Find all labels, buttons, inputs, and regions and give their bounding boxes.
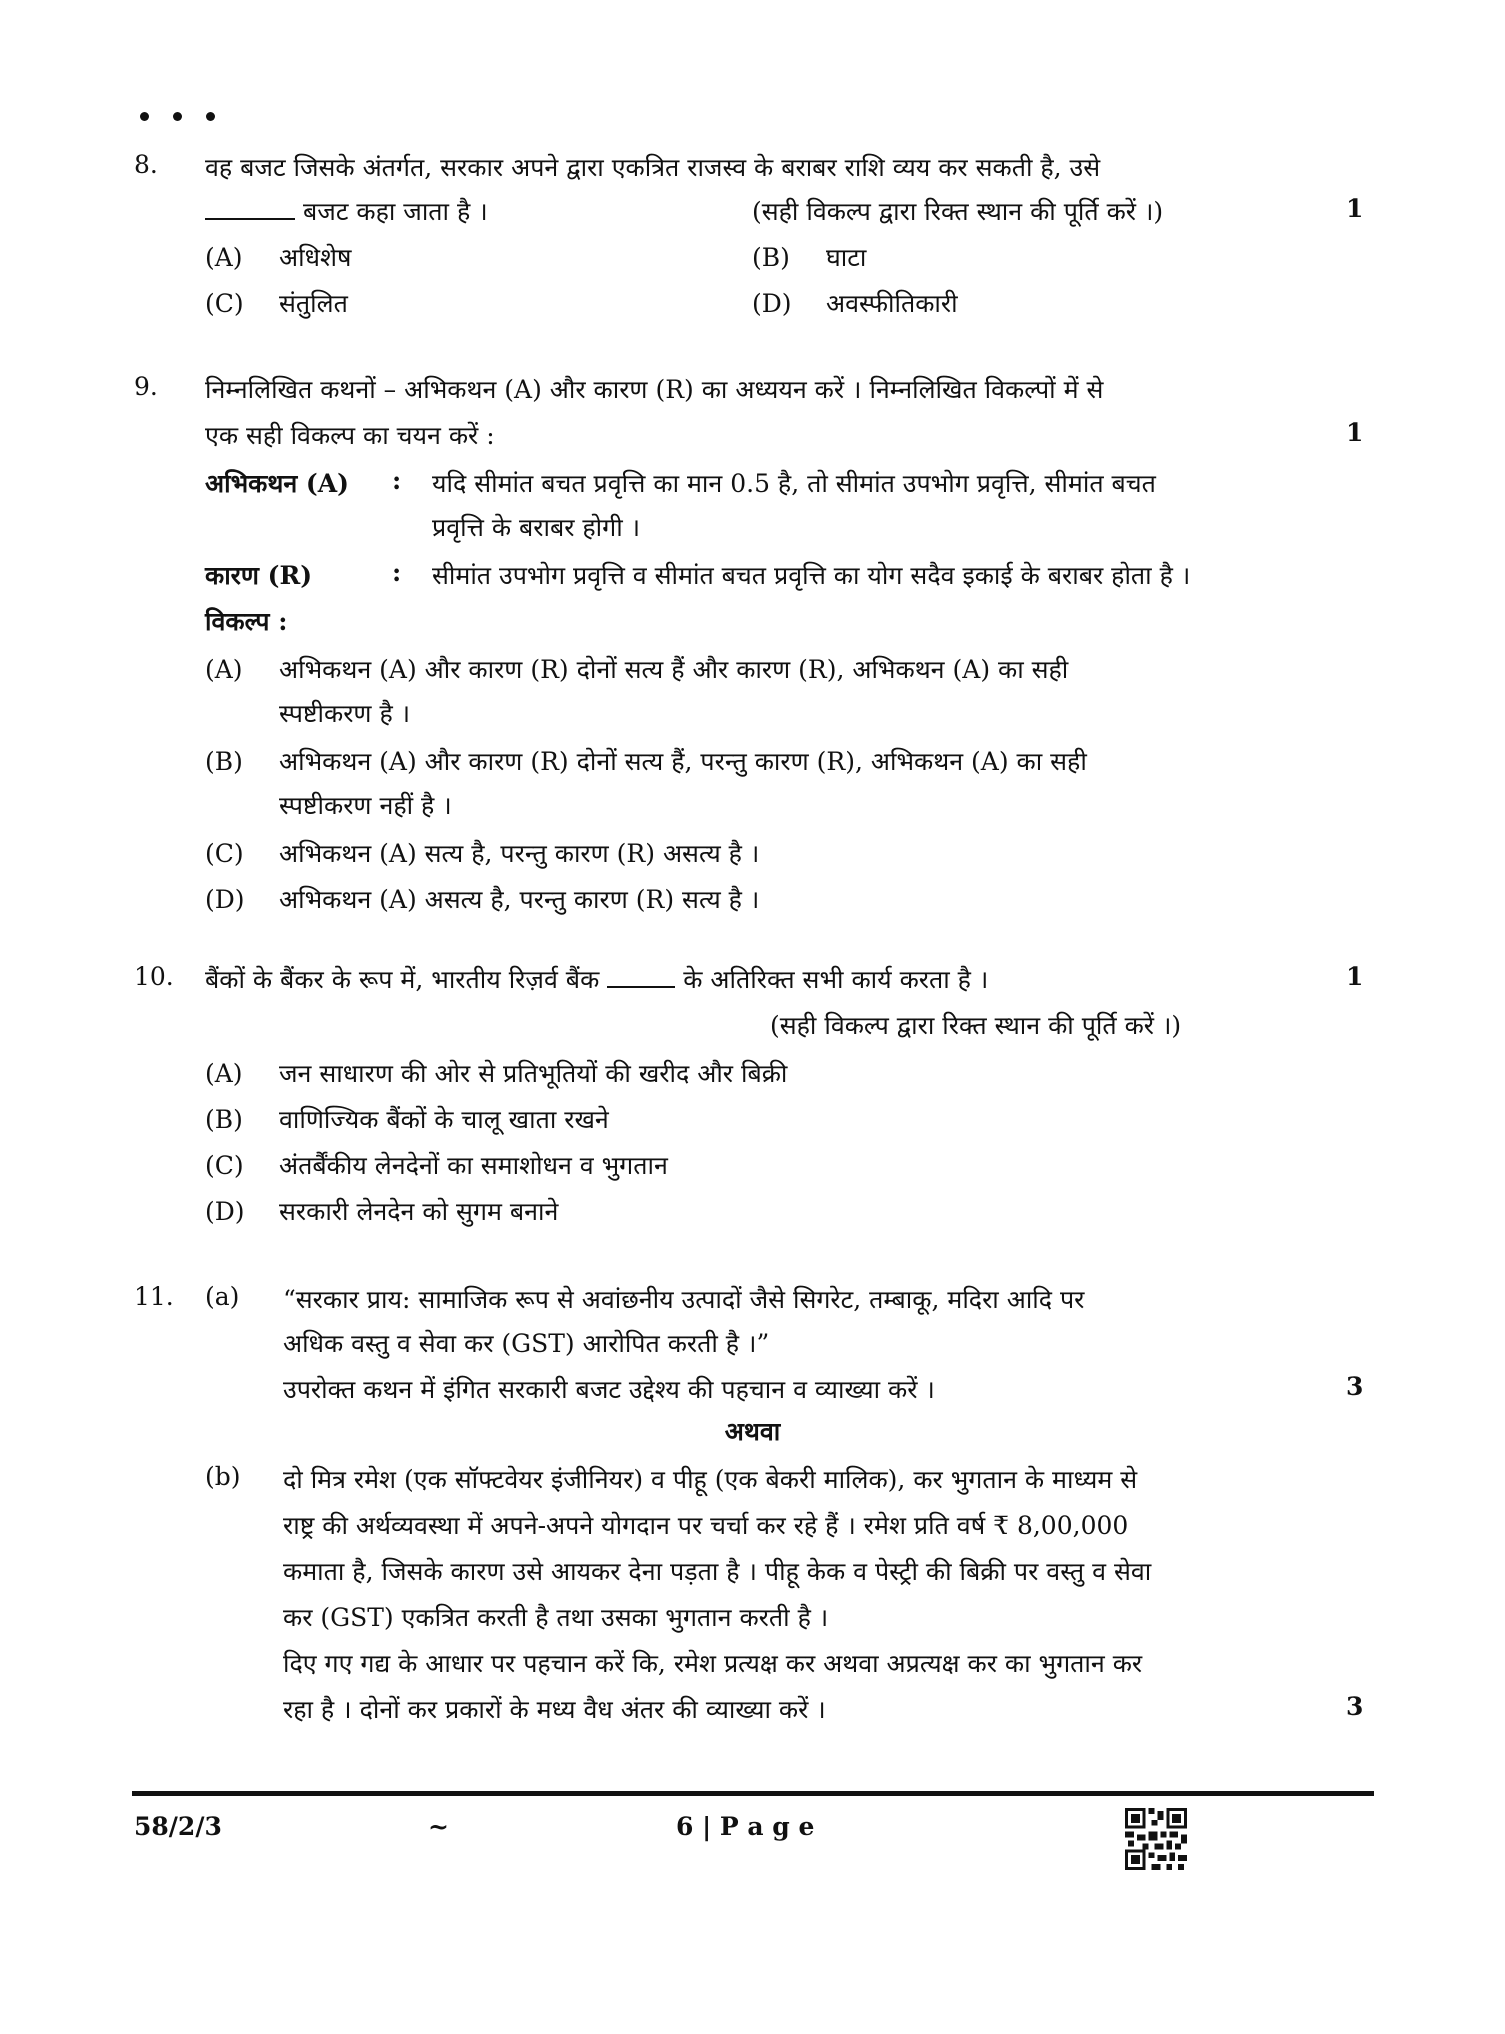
part-b-text-line4: कर (GST) एकत्रित करती है तथा उसका भुगतान करती है । xyxy=(283,1603,829,1632)
reason-text: सीमांत उपभोग प्रवृत्ति व सीमांत बचत प्रवृत्ति का योग सदैव इकाई के बराबर होता है । xyxy=(432,561,1191,590)
question-number: 10. xyxy=(134,962,174,991)
question-text-cont: बजट कहा जाता है । xyxy=(303,197,488,226)
option-c: (C) संतुलित xyxy=(205,289,348,318)
fill-blank xyxy=(205,217,295,220)
option-a-line2: स्पष्टीकरण है । xyxy=(279,699,411,728)
or-separator: अथवा xyxy=(724,1417,781,1446)
dot xyxy=(173,112,182,121)
question-text: वह बजट जिसके अंतर्गत, सरकार अपने द्वारा एकत्रित राजस्व के बराबर राशि व्यय कर सकती है, उसे xyxy=(205,153,1101,182)
question-number: 8. xyxy=(134,150,158,179)
part-b-question: दिए गए गद्य के आधार पर पहचान करें कि, रमेश प्रत्यक्ष कर अथवा अप्रत्यक्ष कर का भुगतान कर xyxy=(283,1649,1143,1678)
part-a-text: “सरकार प्राय: सामाजिक रूप से अवांछनीय उत्पादों जैसे सिगरेट, तम्बाकू, मदिरा आदि पर xyxy=(283,1285,1085,1314)
instruction: (सही विकल्प द्वारा रिक्त स्थान की पूर्ति करें ।) xyxy=(752,197,1164,226)
question-number: 9. xyxy=(134,372,158,401)
option-d: (D) अवस्फीतिकारी xyxy=(752,289,958,318)
question-text-line2 xyxy=(205,194,488,228)
header-dots xyxy=(140,112,215,121)
option-c: (C) अभिकथन (A) सत्य है, परन्तु कारण (R) असत्य है । xyxy=(205,839,760,868)
marks: 1 xyxy=(1346,194,1364,223)
dot xyxy=(140,112,149,121)
page-number: 6 | P a g e xyxy=(676,1812,815,1841)
part-a-text-line2: अधिक वस्तु व सेवा कर (GST) आरोपित करती है ।” xyxy=(283,1329,770,1358)
option-a: (A) जन साधारण की ओर से प्रतिभूतियों की खरीद और बिक्री xyxy=(205,1059,788,1088)
assertion-text-line2: प्रवृत्ति के बराबर होगी । xyxy=(432,513,641,542)
option-b: (B) अभिकथन (A) और कारण (R) दोनों सत्य हैं, परन्तु कारण (R), अभिकथन (A) का सही xyxy=(205,747,1087,776)
part-b-text: दो मित्र रमेश (एक सॉफ्टवेयर इंजीनियर) व पीहू (एक बेकरी मालिक), कर भुगतान के माध्यम से xyxy=(283,1465,1138,1494)
option-b: (B) घाटा xyxy=(752,243,867,272)
part-a-question: उपरोक्त कथन में इंगित सरकारी बजट उद्देश्य की पहचान व व्याख्या करें । xyxy=(283,1375,935,1404)
reason-label: कारण (R) xyxy=(205,561,313,590)
option-b-line2: स्पष्टीकरण नहीं है । xyxy=(279,791,452,820)
reason-colon: : xyxy=(392,558,402,587)
question-text-line2: एक सही विकल्प का चयन करें : xyxy=(205,421,495,450)
marks: 3 xyxy=(1346,1692,1364,1721)
fill-blank xyxy=(607,985,675,988)
marks: 3 xyxy=(1346,1372,1364,1401)
marks: 1 xyxy=(1346,418,1364,447)
option-d: (D) सरकारी लेनदेन को सुगम बनाने xyxy=(205,1197,559,1226)
part-b-text-line3: कमाता है, जिसके कारण उसे आयकर देना पड़ता है । पीहू केक व पेस्ट्री की बिक्री पर वस्तु व सेवा xyxy=(283,1557,1152,1586)
options-heading: विकल्प : xyxy=(205,607,288,636)
option-c: (C) अंतर्बैंकीय लेनदेनों का समाशोधन व भुगतान xyxy=(205,1151,668,1180)
part-b-question-line2: रहा है । दोनों कर प्रकारों के मध्य वैध अंतर की व्याख्या करें । xyxy=(283,1695,826,1724)
question-text: बैंकों के बैंकर के रूप में, भारतीय रिज़र्व बैंक के अतिरिक्त सभी कार्य करता है । xyxy=(205,965,989,994)
footer-rule xyxy=(132,1791,1374,1796)
instruction: (सही विकल्प द्वारा रिक्त स्थान की पूर्ति करें ।) xyxy=(770,1011,1182,1040)
tilde-mark: ~ xyxy=(428,1812,449,1841)
paper-code: 58/2/3 xyxy=(134,1812,222,1841)
part-a-label: (a) xyxy=(205,1282,240,1311)
part-b-text-line2: राष्ट्र की अर्थव्यवस्था में अपने-अपने योगदान पर चर्चा कर रहे हैं । रमेश प्रति वर्ष ₹ 8,00,000 xyxy=(283,1511,1129,1540)
option-a: (A) अधिशेष xyxy=(205,243,352,272)
option-d: (D) अभिकथन (A) असत्य है, परन्तु कारण (R) सत्य है । xyxy=(205,885,760,914)
option-b: (B) वाणिज्यिक बैंकों के चालू खाता रखने xyxy=(205,1105,609,1134)
option-a: (A) अभिकथन (A) और कारण (R) दोनों सत्य हैं और कारण (R), अभिकथन (A) का सही xyxy=(205,655,1069,684)
part-b-label: (b) xyxy=(205,1462,241,1491)
assertion-text: यदि सीमांत बचत प्रवृत्ति का मान 0.5 है, तो सीमांत उपभोग प्रवृत्ति, सीमांत बचत xyxy=(432,469,1156,498)
assertion-label: अभिकथन (A) xyxy=(205,469,349,498)
marks: 1 xyxy=(1346,962,1364,991)
assertion-colon: : xyxy=(392,466,402,495)
dot xyxy=(206,112,215,121)
qr-code-icon xyxy=(1125,1808,1187,1870)
question-number: 11. xyxy=(134,1282,174,1311)
question-text: निम्नलिखित कथनों – अभिकथन (A) और कारण (R) का अध्ययन करें । निम्नलिखित विकल्पों में से xyxy=(205,375,1104,404)
